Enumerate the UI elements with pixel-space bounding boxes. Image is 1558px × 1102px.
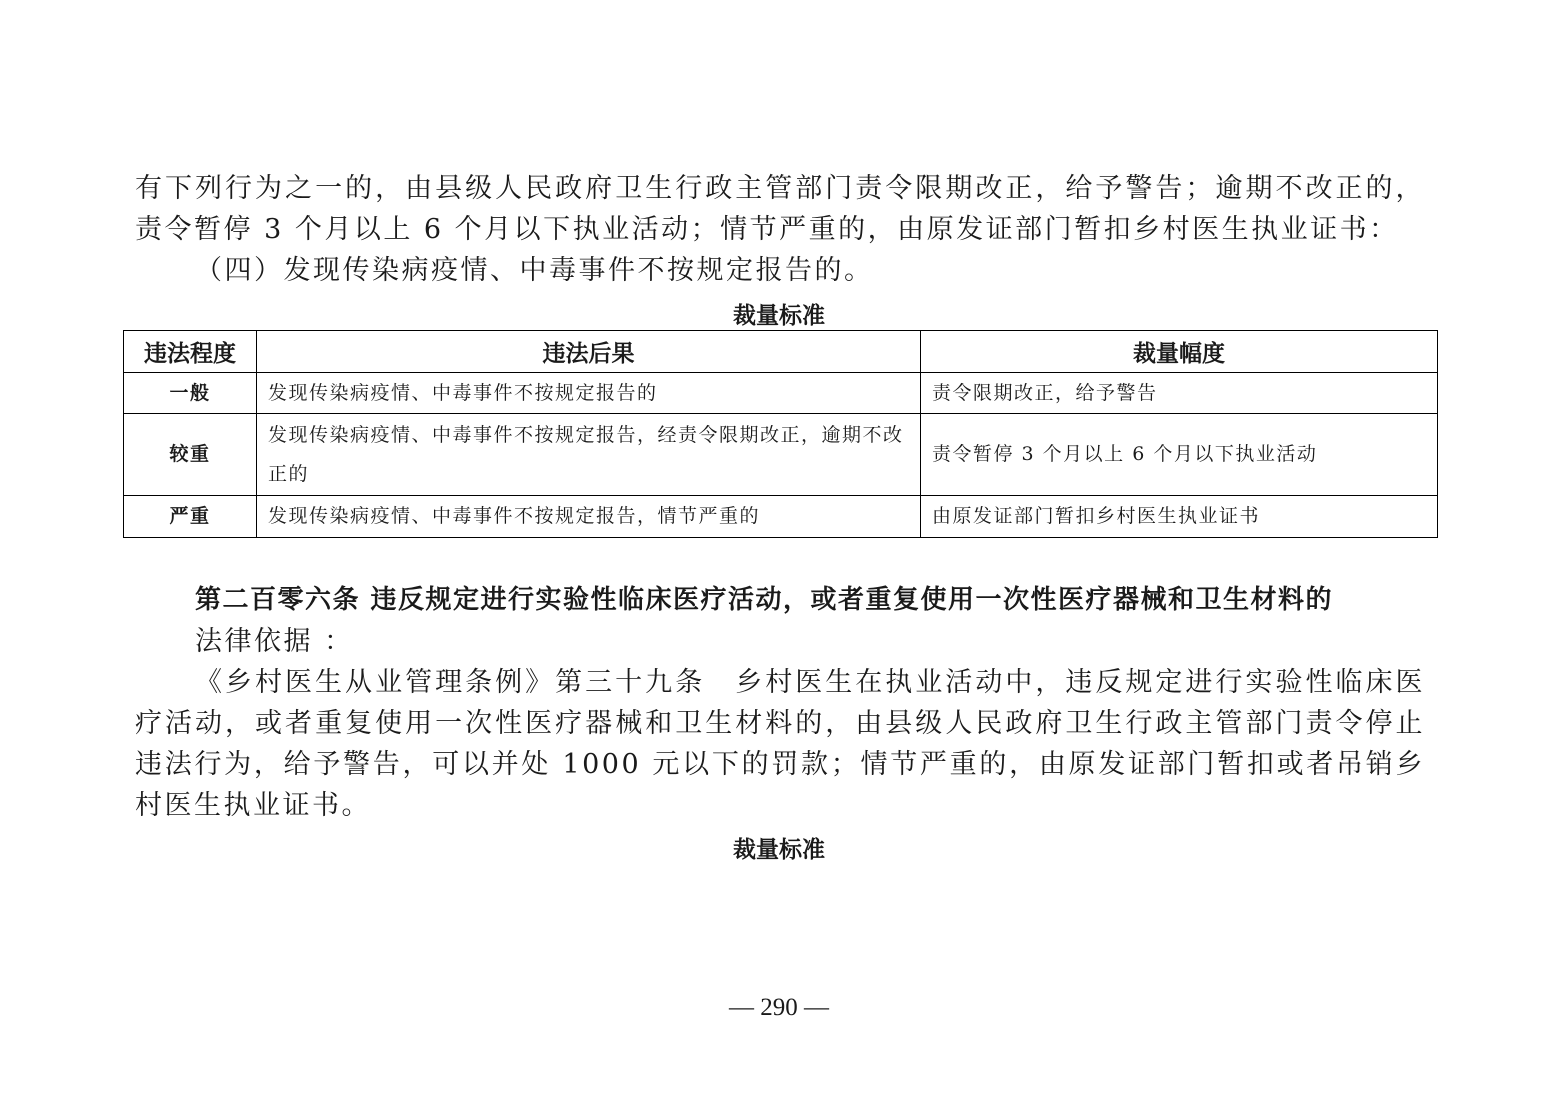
legal-text: 《乡村医生从业管理条例》第三十九条 乡村医生在执业活动中，违反规定进行实验性临床医疗活动，或者重复使用一次性医疗器械和卫生材料的，由县级人民政府卫生行政主管部门责令停止违法行为，给予警告，可以并处 1000 元以下的罚款；情节严重的，由原发证部门暂扣或者吊销乡村医生执业证书。	[135, 667, 1425, 821]
table-row	[124, 496, 1438, 538]
header-consequence: 违法后果	[257, 331, 921, 373]
intro-paragraph: 有下列行为之一的，由县级人民政府卫生行政主管部门责令限期改正，给予警告；逾期不改正的，责令暂停 3 个月以上 6 个月以下执业活动；情节严重的，由原发证部门暂扣乡村医生执业证书：	[135, 173, 1425, 245]
table-row	[124, 414, 1438, 496]
consequence-cell: 发现传染病疫情、中毒事件不按规定报告的	[257, 373, 921, 414]
level-cell: 严重	[124, 496, 257, 538]
item-four: （四）发现传染病疫情、中毒事件不按规定报告的。	[195, 255, 874, 286]
article-title: 第二百零六条 违反规定进行实验性临床医疗活动，或者重复使用一次性医疗器械和卫生材料的	[195, 585, 1334, 615]
table-header-row	[124, 331, 1438, 373]
standard-caption-2: 裁量标准	[733, 837, 825, 863]
range-cell: 责令暂停 3 个月以上 6 个月以下执业活动	[921, 414, 1438, 496]
header-level: 违法程度	[124, 331, 257, 373]
level-cell: 一般	[124, 373, 257, 414]
page-number: — 290 —	[729, 994, 829, 1021]
consequence-cell: 发现传染病疫情、中毒事件不按规定报告，情节严重的	[257, 496, 921, 538]
table-row	[124, 373, 1438, 414]
legal-basis-label: 法律依据 ：	[195, 626, 354, 657]
range-cell: 责令限期改正，给予警告	[921, 373, 1438, 414]
level-cell: 较重	[124, 414, 257, 496]
consequence-cell: 发现传染病疫情、中毒事件不按规定报告，经责令限期改正，逾期不改正的	[257, 414, 921, 496]
standard-caption-1: 裁量标准	[733, 303, 825, 329]
header-range: 裁量幅度	[921, 331, 1438, 373]
discretion-table	[123, 330, 1438, 538]
range-cell: 由原发证部门暂扣乡村医生执业证书	[921, 496, 1438, 538]
